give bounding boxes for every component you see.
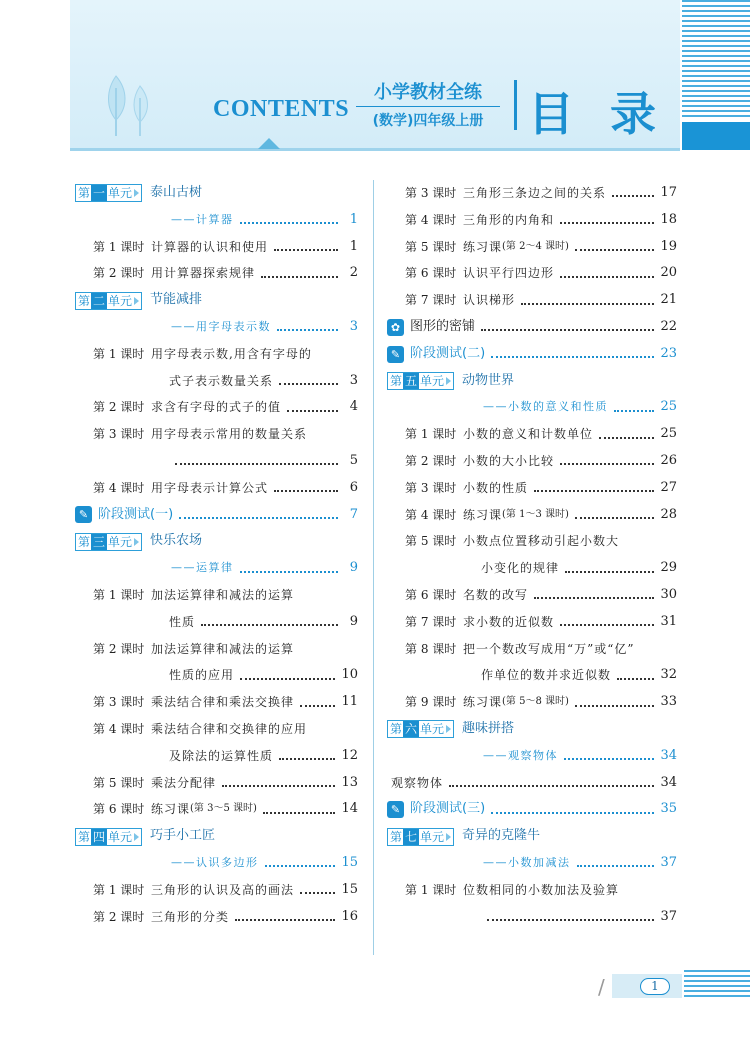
unit-number: 四 bbox=[93, 829, 106, 844]
section-entry[interactable] bbox=[75, 850, 358, 877]
lesson-label: 第 1 课时 bbox=[93, 346, 145, 361]
lesson-title: 名数的改写 bbox=[463, 587, 529, 602]
lesson-entry[interactable] bbox=[387, 582, 677, 609]
triangle-icon bbox=[446, 725, 451, 733]
dot-leader bbox=[261, 276, 338, 278]
section-title: ——运算律 bbox=[171, 561, 234, 575]
lesson-title-continued: 及除法的运算性质 bbox=[169, 748, 274, 763]
section-entry[interactable] bbox=[75, 555, 358, 582]
unit-badge bbox=[75, 828, 142, 846]
page-number-ref: 33 bbox=[660, 694, 677, 710]
unit-badge-suffix: 单元 bbox=[420, 829, 445, 844]
unit-title: 动物世界 bbox=[462, 372, 515, 388]
page-number-ref: 9 bbox=[349, 560, 358, 576]
page-number-ref: 2 bbox=[349, 265, 358, 281]
page-number-ref: 3 bbox=[349, 318, 358, 334]
lesson-label: 第 3 课时 bbox=[405, 186, 457, 200]
unit-badge-suffix: 单元 bbox=[108, 829, 133, 844]
dot-leader bbox=[560, 624, 654, 626]
lesson-title: 练习课 bbox=[463, 507, 503, 522]
lesson-label: 第 3 课时 bbox=[93, 695, 145, 710]
lesson-label: 第 1 课时 bbox=[93, 587, 145, 602]
page-number-ref: 3 bbox=[349, 372, 358, 388]
lesson-entry[interactable] bbox=[387, 180, 677, 207]
special-title: 图形的密铺 bbox=[410, 318, 476, 334]
dot-leader bbox=[235, 919, 335, 921]
lesson-entry[interactable] bbox=[75, 394, 358, 421]
test-icon: ✎ bbox=[75, 506, 92, 523]
unit-badge bbox=[75, 184, 142, 202]
lesson-label: 第 6 课时 bbox=[405, 266, 457, 281]
entry-title: 观察物体 bbox=[391, 775, 444, 790]
lesson-title: 三角形的内角和 bbox=[463, 212, 555, 227]
lesson-title: 小数点位置移动引起小数大 bbox=[463, 534, 620, 549]
lesson-title: 用字母表示常用的数量关系 bbox=[151, 427, 308, 442]
lesson-note: (第 2～4 课时) bbox=[502, 240, 569, 252]
section-title: ——计算器 bbox=[171, 212, 234, 226]
dot-leader bbox=[179, 517, 338, 519]
special-title: 阶段测试(一) bbox=[98, 506, 174, 522]
contents-word: CONTENTS bbox=[213, 96, 350, 122]
dot-leader bbox=[481, 329, 654, 331]
lesson-continuation[interactable] bbox=[75, 448, 358, 475]
lesson-continuation[interactable] bbox=[75, 743, 358, 770]
unit-number: 二 bbox=[93, 293, 106, 308]
unit-number: 五 bbox=[405, 373, 418, 388]
unit-header bbox=[75, 287, 358, 314]
toc-left-column bbox=[75, 180, 358, 930]
special-title: 阶段测试(二) bbox=[410, 345, 486, 361]
page-number-ref: 29 bbox=[660, 560, 677, 576]
footer-stripes-decoration bbox=[684, 970, 750, 1000]
page-number-ref: 30 bbox=[660, 586, 677, 602]
lesson-entry[interactable] bbox=[75, 716, 358, 743]
lesson-label: 第 5 课时 bbox=[405, 534, 457, 549]
lesson-title: 用字母表示数,用含有字母的 bbox=[151, 346, 312, 361]
page-number-ref: 14 bbox=[341, 801, 358, 817]
dot-leader bbox=[279, 383, 338, 385]
page-number-ref: 5 bbox=[349, 452, 358, 468]
lesson-label: 第 4 课时 bbox=[405, 507, 457, 522]
page-number-ref: 23 bbox=[660, 345, 677, 361]
unit-title: 趣味拼搭 bbox=[462, 720, 515, 736]
lesson-note: (第 5～8 课时) bbox=[502, 696, 569, 708]
lesson-title: 三角形三条边之间的关系 bbox=[463, 186, 607, 200]
dot-leader bbox=[614, 410, 654, 412]
section-entry[interactable] bbox=[75, 207, 358, 234]
dot-leader bbox=[222, 785, 335, 787]
section-title: ——小数的意义和性质 bbox=[483, 400, 608, 414]
lesson-entry[interactable] bbox=[387, 287, 677, 314]
section-entry[interactable] bbox=[75, 314, 358, 341]
lesson-title: 三角形的分类 bbox=[151, 909, 230, 924]
page-number-ref: 21 bbox=[660, 292, 677, 308]
dot-leader bbox=[240, 571, 339, 573]
lesson-title: 用计算器探索规律 bbox=[151, 266, 256, 281]
lesson-label: 第 3 课时 bbox=[93, 427, 145, 442]
test-icon: ✎ bbox=[387, 801, 404, 818]
lesson-title: 乘法结合律和乘法交换律 bbox=[151, 695, 295, 710]
unit-title: 泰山古树 bbox=[150, 185, 203, 200]
dot-leader bbox=[612, 195, 654, 197]
lesson-entry[interactable] bbox=[387, 689, 677, 716]
lesson-entry[interactable] bbox=[75, 421, 358, 448]
lesson-title: 位数相同的小数加法及验算 bbox=[463, 882, 620, 897]
page-number-ref: 6 bbox=[349, 479, 358, 495]
lesson-label: 第 8 课时 bbox=[405, 641, 457, 656]
page-number-ref: 28 bbox=[660, 506, 677, 522]
lesson-entry[interactable] bbox=[387, 234, 677, 261]
page-number-ref: 25 bbox=[660, 399, 677, 415]
corner-blue-block bbox=[682, 122, 750, 150]
lesson-title: 求小数的近似数 bbox=[463, 614, 555, 629]
page-number-ref: 25 bbox=[660, 426, 677, 442]
page-number-ref: 1 bbox=[349, 238, 358, 254]
dot-leader bbox=[534, 490, 654, 492]
tree-icon bbox=[98, 68, 168, 138]
lesson-label: 第 4 课时 bbox=[93, 721, 145, 736]
page-number-ref: 4 bbox=[349, 399, 358, 415]
section-title: ——用字母表示数 bbox=[171, 319, 271, 333]
unit-header bbox=[387, 716, 677, 743]
dot-leader bbox=[300, 892, 335, 894]
dot-leader bbox=[560, 222, 654, 224]
page-number-ref: 35 bbox=[660, 801, 677, 817]
lesson-entry[interactable] bbox=[75, 877, 358, 904]
lesson-continuation[interactable] bbox=[387, 555, 677, 582]
lesson-label: 第 1 课时 bbox=[93, 882, 145, 897]
dot-leader bbox=[575, 249, 655, 251]
lesson-title: 乘法结合律和交换律的应用 bbox=[151, 721, 308, 736]
page-title: 目 录 bbox=[528, 87, 667, 141]
lesson-note: (第 3～5 课时) bbox=[190, 803, 257, 815]
triangle-icon bbox=[446, 833, 451, 841]
page-number-ref: 12 bbox=[341, 747, 358, 763]
page-number-ref: 17 bbox=[660, 185, 677, 200]
toc-right-column bbox=[387, 180, 677, 930]
page-number-ref: 10 bbox=[341, 667, 358, 683]
lesson-label: 第 7 课时 bbox=[405, 614, 457, 629]
dot-leader bbox=[175, 463, 338, 465]
lesson-entry[interactable] bbox=[75, 260, 358, 287]
section-entry[interactable] bbox=[387, 394, 677, 421]
lesson-entry[interactable] bbox=[387, 636, 677, 663]
dot-leader bbox=[577, 865, 655, 867]
plain-entry[interactable] bbox=[387, 770, 677, 797]
test-icon: ✎ bbox=[387, 346, 404, 363]
triangle-icon bbox=[134, 297, 139, 305]
lesson-title: 小数的性质 bbox=[463, 480, 529, 495]
unit-badge bbox=[387, 828, 454, 846]
unit-header bbox=[387, 368, 677, 395]
unit-badge-prefix: 第 bbox=[78, 534, 91, 549]
lesson-title: 小数的意义和计数单位 bbox=[463, 427, 594, 442]
column-divider bbox=[373, 180, 374, 955]
unit-badge-suffix: 单元 bbox=[108, 534, 133, 549]
lesson-label: 第 4 课时 bbox=[93, 480, 145, 495]
dot-leader bbox=[491, 356, 654, 358]
stage-test-entry[interactable] bbox=[387, 341, 677, 368]
lesson-label: 第 2 课时 bbox=[93, 400, 145, 415]
page-number-ref: 9 bbox=[349, 613, 358, 629]
page-number-ref: 22 bbox=[660, 318, 677, 334]
section-entry[interactable] bbox=[387, 743, 677, 770]
stage-test-entry[interactable] bbox=[387, 796, 677, 823]
lesson-entry[interactable] bbox=[75, 796, 358, 823]
dot-leader bbox=[599, 437, 654, 439]
lesson-entry[interactable] bbox=[75, 475, 358, 502]
dot-leader bbox=[265, 865, 336, 867]
unit-badge-suffix: 单元 bbox=[108, 293, 133, 308]
unit-header bbox=[75, 528, 358, 555]
lesson-title: 练习课 bbox=[463, 695, 503, 710]
dot-leader bbox=[575, 517, 655, 519]
lesson-title-continued: 小变化的规律 bbox=[481, 561, 560, 576]
lesson-title: 求含有字母的式子的值 bbox=[151, 400, 282, 415]
unit-badge bbox=[387, 372, 454, 390]
dot-leader bbox=[487, 919, 654, 921]
page-number-ref: 27 bbox=[660, 479, 677, 495]
unit-badge-prefix: 第 bbox=[390, 373, 403, 388]
lesson-label: 第 4 课时 bbox=[405, 212, 457, 227]
lesson-label: 第 1 课时 bbox=[405, 882, 457, 897]
page-number-ref: 37 bbox=[660, 854, 677, 870]
lesson-entry[interactable] bbox=[75, 582, 358, 609]
dot-leader bbox=[491, 812, 654, 814]
lesson-label: 第 3 课时 bbox=[405, 480, 457, 495]
page-number: 1 bbox=[640, 978, 670, 995]
lesson-title: 用字母表示计算公式 bbox=[151, 480, 269, 495]
page-number-ref: 31 bbox=[660, 613, 677, 629]
lesson-continuation[interactable] bbox=[75, 609, 358, 636]
unit-badge-suffix: 单元 bbox=[420, 373, 445, 388]
unit-header bbox=[75, 823, 358, 850]
header-baseline bbox=[70, 148, 680, 151]
section-title: ——小数加减法 bbox=[483, 855, 571, 869]
unit-title: 奇异的克隆牛 bbox=[462, 828, 541, 844]
page-number-ref: 7 bbox=[349, 506, 358, 522]
unit-title: 节能减排 bbox=[150, 292, 203, 308]
page-number-ref: 13 bbox=[341, 774, 358, 790]
lesson-title: 计算器的认识和使用 bbox=[151, 239, 269, 254]
page-number-ref: 20 bbox=[660, 265, 677, 281]
footer-slash-decoration: / bbox=[598, 975, 605, 999]
lesson-title-continued: 性质 bbox=[169, 614, 196, 629]
lesson-label: 第 9 课时 bbox=[405, 695, 457, 710]
unit-badge-suffix: 单元 bbox=[420, 722, 445, 737]
lesson-entry[interactable] bbox=[75, 636, 358, 663]
lesson-note: (第 1～3 课时) bbox=[502, 508, 569, 520]
dot-leader bbox=[449, 785, 654, 787]
page-number-ref: 11 bbox=[341, 694, 358, 710]
book-title: 小学教材全练 bbox=[374, 82, 482, 103]
lesson-title-continued: 作单位的数并求近似数 bbox=[481, 668, 612, 683]
lesson-title-continued: 式子表示数量关系 bbox=[169, 373, 274, 388]
lesson-entry[interactable] bbox=[387, 528, 677, 555]
lesson-title: 加法运算律和减法的运算 bbox=[151, 587, 295, 602]
lesson-entry[interactable] bbox=[387, 609, 677, 636]
special-title: 阶段测试(三) bbox=[410, 801, 486, 817]
triangle-icon bbox=[134, 538, 139, 546]
page-number-ref: 1 bbox=[349, 211, 358, 227]
lesson-label: 第 2 课时 bbox=[93, 909, 145, 924]
page-number-ref: 18 bbox=[660, 211, 677, 227]
page-number-ref: 19 bbox=[660, 238, 677, 254]
section-entry[interactable] bbox=[387, 850, 677, 877]
page-number-ref: 15 bbox=[341, 854, 358, 870]
dot-leader bbox=[521, 303, 654, 305]
section-title: ——认识多边形 bbox=[171, 855, 259, 869]
lesson-label: 第 2 课时 bbox=[93, 266, 145, 281]
unit-title: 快乐农场 bbox=[150, 533, 203, 549]
dot-leader bbox=[274, 490, 338, 492]
triangle-icon bbox=[134, 189, 139, 197]
dot-leader bbox=[534, 597, 654, 599]
unit-title: 巧手小工匠 bbox=[150, 828, 216, 844]
unit-badge-prefix: 第 bbox=[78, 293, 91, 308]
dot-leader bbox=[617, 678, 654, 680]
header-divider bbox=[514, 80, 517, 130]
lesson-title: 认识平行四边形 bbox=[463, 266, 555, 281]
dot-leader bbox=[279, 758, 335, 760]
unit-badge-suffix: 单元 bbox=[108, 186, 133, 201]
activity-entry[interactable] bbox=[387, 314, 677, 341]
unit-number: 三 bbox=[93, 534, 106, 549]
dot-leader bbox=[240, 678, 335, 680]
lesson-entry[interactable] bbox=[387, 448, 677, 475]
lesson-entry[interactable] bbox=[75, 904, 358, 931]
dot-leader bbox=[287, 410, 338, 412]
unit-badge-prefix: 第 bbox=[390, 722, 403, 737]
unit-badge-prefix: 第 bbox=[78, 186, 91, 201]
unit-badge-prefix: 第 bbox=[78, 829, 91, 844]
lesson-entry[interactable] bbox=[387, 475, 677, 502]
lesson-label: 第 2 课时 bbox=[405, 453, 457, 468]
dot-leader bbox=[201, 624, 338, 626]
triangle-icon bbox=[134, 833, 139, 841]
lesson-label: 第 5 课时 bbox=[405, 239, 457, 254]
lesson-title: 练习课 bbox=[463, 239, 503, 254]
lesson-title: 三角形的认识及高的画法 bbox=[151, 882, 295, 897]
lesson-entry[interactable] bbox=[387, 502, 677, 529]
dot-leader bbox=[564, 758, 654, 760]
lesson-label: 第 6 课时 bbox=[405, 587, 457, 602]
book-title-underline bbox=[356, 106, 500, 107]
lesson-title: 认识梯形 bbox=[463, 293, 516, 308]
unit-header bbox=[75, 180, 358, 207]
lesson-continuation[interactable] bbox=[75, 662, 358, 689]
dot-leader bbox=[300, 705, 335, 707]
page-number-ref: 34 bbox=[660, 747, 677, 763]
lesson-entry[interactable] bbox=[75, 689, 358, 716]
lesson-title: 把一个数改写成用“万”或“亿” bbox=[463, 641, 635, 656]
lesson-label: 第 7 课时 bbox=[405, 293, 457, 308]
unit-badge bbox=[387, 720, 454, 738]
dot-leader bbox=[240, 222, 339, 224]
book-subtitle: (数学)四年级上册 bbox=[372, 113, 484, 129]
lesson-label: 第 6 课时 bbox=[93, 802, 145, 817]
lesson-entry[interactable] bbox=[75, 770, 358, 797]
unit-badge bbox=[75, 533, 142, 551]
lesson-label: 第 1 课时 bbox=[405, 427, 457, 442]
lesson-entry[interactable] bbox=[75, 341, 358, 368]
page-number-ref: 15 bbox=[341, 881, 358, 897]
unit-badge-prefix: 第 bbox=[390, 829, 403, 844]
page-number-ref: 16 bbox=[341, 908, 358, 924]
corner-stripes-decoration bbox=[682, 0, 750, 120]
dot-leader bbox=[274, 249, 338, 251]
lesson-continuation[interactable] bbox=[387, 904, 677, 931]
lesson-continuation[interactable] bbox=[75, 368, 358, 395]
dot-leader bbox=[263, 812, 336, 814]
lesson-entry[interactable] bbox=[387, 421, 677, 448]
lesson-entry[interactable] bbox=[387, 877, 677, 904]
lesson-title: 练习课 bbox=[151, 802, 191, 817]
lesson-label: 第 5 课时 bbox=[93, 775, 145, 790]
unit-number: 一 bbox=[93, 186, 106, 201]
unit-number: 七 bbox=[405, 829, 418, 844]
lesson-title: 乘法分配律 bbox=[151, 775, 217, 790]
lesson-continuation[interactable] bbox=[387, 662, 677, 689]
lesson-entry[interactable] bbox=[75, 234, 358, 261]
page-number-ref: 37 bbox=[660, 908, 677, 924]
lesson-entry[interactable] bbox=[387, 207, 677, 234]
lesson-entry[interactable] bbox=[387, 260, 677, 287]
lesson-label: 第 2 课时 bbox=[93, 641, 145, 656]
lesson-title: 加法运算律和减法的运算 bbox=[151, 641, 295, 656]
dot-leader bbox=[560, 276, 654, 278]
unit-number: 六 bbox=[405, 722, 418, 737]
unit-header bbox=[387, 823, 677, 850]
page-number-ref: 32 bbox=[660, 667, 677, 683]
lesson-title: 小数的大小比较 bbox=[463, 453, 555, 468]
section-title: ——观察物体 bbox=[483, 748, 558, 762]
lesson-title-continued: 性质的应用 bbox=[169, 668, 235, 683]
unit-badge bbox=[75, 292, 142, 310]
triangle-icon bbox=[446, 377, 451, 385]
stage-test-entry[interactable] bbox=[75, 502, 358, 529]
page-number-ref: 34 bbox=[660, 774, 677, 790]
header-notch-decoration bbox=[258, 138, 280, 149]
page-number-ref: 26 bbox=[660, 452, 677, 468]
dot-leader bbox=[277, 329, 338, 331]
activity-icon: ✿ bbox=[387, 319, 404, 336]
lesson-label: 第 1 课时 bbox=[93, 239, 145, 254]
dot-leader bbox=[565, 571, 654, 573]
dot-leader bbox=[575, 705, 655, 707]
dot-leader bbox=[560, 463, 654, 465]
